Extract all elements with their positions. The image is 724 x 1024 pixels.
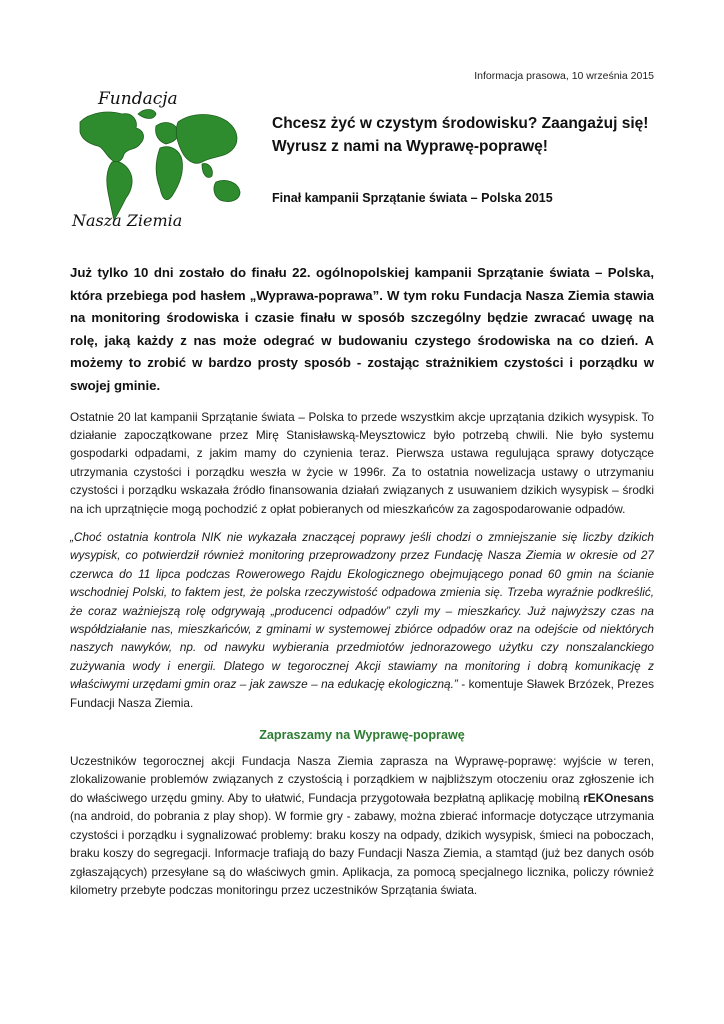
headline-line2: Wyrusz z nami na Wyprawę-poprawę! [272,138,548,155]
quote-paragraph [70,528,654,712]
headline-line1: Chcesz żyć w czystym środowisku? Zaangażuj się! [272,115,649,132]
logo-name-line1: Fundacja [98,89,178,109]
subtitle: Finał kampanii Sprzątanie świata – Polska 2015 [272,191,553,205]
invitation-text-part2: (na android, do pobrania z play shop). W formie gry - zabawy, można zbierać informacje dotyczące utrzymania czystości i porządku i sygnalizować problemy: braku koszy na odpady, dzikich wysypisk, śmieci na poboczach, braku koszy do segregacji. Informacje trafiają do bazy Fundacji Nasza Ziemia, a stamtąd (już bez danych osób zgłaszających) przesyłane są do właściwych gmin. Aplikacja, za pomocą specjalnego licznika, policzy również kilometry przebyte podczas monitoringu przez uczestników Sprzątania świata. [70,809,654,897]
headline-block [272,112,672,205]
quote-attribution: - komentuje Sławek Brzózek, Prezes Fundacji Nasza Ziemia. [70,677,654,710]
paragraph-history: Ostatnie 20 lat kampanii Sprzątanie świata – Polska to przede wszystkim akcje uprzątania dzikich wysypisk. To działanie zapoczątkowane przez Mirę Stanisławską-Meysztowicz było potrzebą chwili. Nie było systemu gospodarki odpadami, z jakim mamy do czynienia teraz. Pierwsza ustawa regulująca sprawy dotyczące utrzymania czystości i porządku weszła w życie w 1996r. Za to ostatnia nowelizacja ustawy o utrzymaniu czystości i porządku wskazała źródło finansowania działań związanych z usuwaniem dzikich wysypisk – środki na ich uprzątnięcie mogą pochodzić z opłat pobieranych od mieszkańców za zagospodarowanie odpadów. [70,409,654,516]
fundacja-nasza-ziemia-logo [66,86,248,236]
app-name: rEKOnesans [583,790,654,805]
world-map-icon [80,110,240,221]
dateline: Informacja prasowa, 10 września 2015 [474,70,654,82]
lead-paragraph: Już tylko 10 dni zostało do finału 22. ogólnopolskiej kampanii Sprzątanie świata – Polska, która przebiega pod hasłem „Wyprawa-poprawa”. W tym roku Fundacja Nasza Ziemia stawia na monitoring środowiska i czasie finału w sposób szczególny będzie zwracać uwagę na rolę, jaką każdy z nas może odegrać w budowaniu czystego środowiska na co dzień. A możemy to zrobić w bardzo prosty sposób - zostając strażnikiem czystości i porządku w swojej gminie. [70,265,654,393]
logo-name-line2: Nasza Ziemia [72,211,183,230]
paragraph-invitation [70,752,654,899]
invitation-text-part1: Uczestników tegorocznej akcji Fundacja Nasza Ziemia zaprasza na Wyprawę-poprawę: wyjście w teren, zlokalizowanie problemów związanych z czystością i porządkiem w najbliższym otoczeniu oraz zgłoszenie ich do właściwego urzędu gminy. Aby to ułatwić, Fundacja przygotowała bezpłatną aplikację mobilną [70,754,654,805]
quote-text: „Choć ostatnia kontrola NIK nie wykazała znaczącej poprawy jeśli chodzi o zmniejszanie się liczby dzikich wysypisk, co potwierdził również monitoring przeprowadzony przez Fundację Nasza Ziemia w okresie od 27 czerwca do 11 lipca podczas Rowerowego Rajdu Ekologicznego obejmującego ponad 60 gmin na ścianie wschodniej Polski, to faktem jest, że polska rzeczywistość odpadowa zmienia się. Trzeba wyraźnie podkreślić, że coraz ważniejszą rolę odgrywają „producenci odpadów” czyli my – mieszkańcy. Już najwyższy czas na współdziałanie nas, mieszkańców, z gminami w systemowej zbiórce odpadów oraz na odejście od niektórych naszych nawyków, np. od nawyku wybierania przedmiotów jednorazowego użytku czy nonszalanckiego zużywania wody i energii. Dlatego w tegorocznej Akcji stawiamy na monitoring i dobrą komunikację z właściwymi urzędami gmin oraz – jak zawsze – na edukację ekologiczną.” [70,530,654,692]
section-heading: Zapraszamy na Wyprawę-poprawę [259,728,465,743]
article-body [70,262,654,899]
